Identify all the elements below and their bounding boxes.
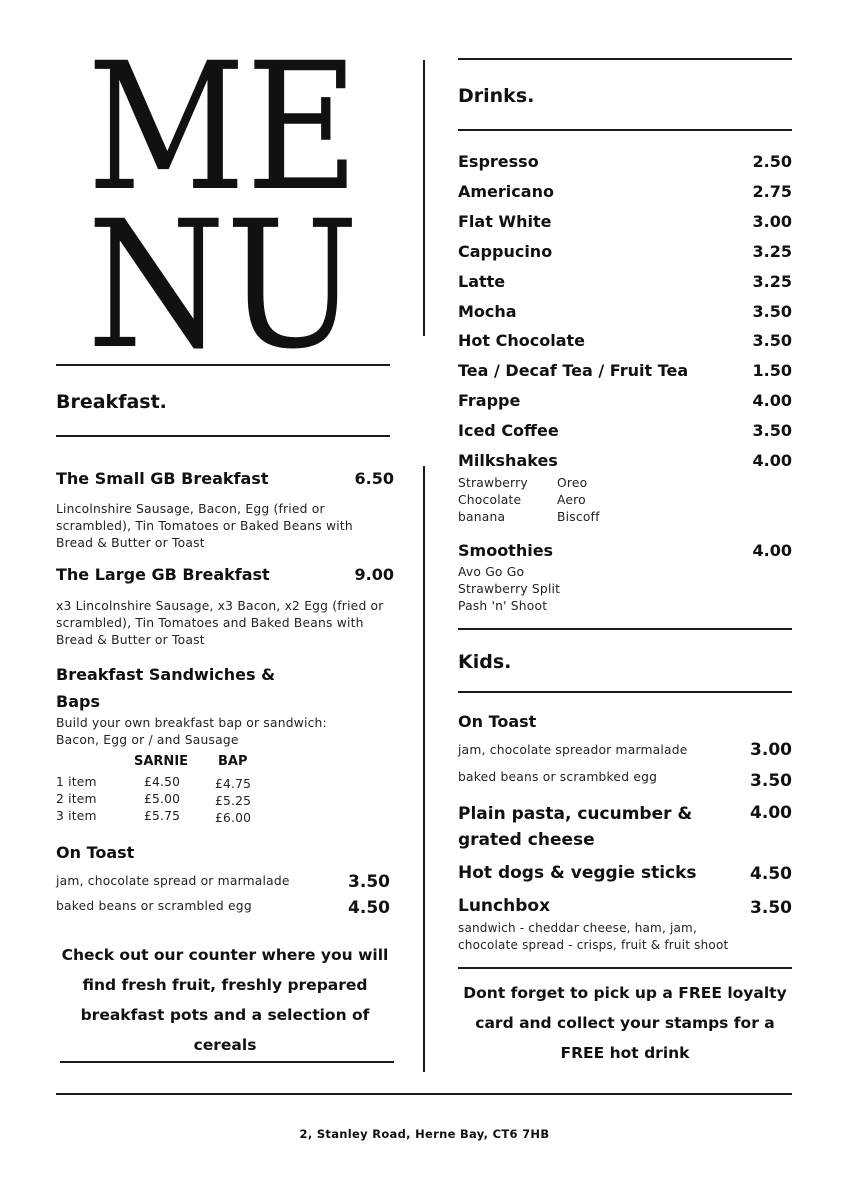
rule: [458, 967, 792, 969]
sandwiches-desc: Build your own breakfast bap or sandwich: Bacon, Egg or / and Sausage: [56, 716, 327, 747]
rule: [56, 1093, 792, 1095]
rule: [458, 691, 792, 693]
list-item: Flat White 3.00: [458, 212, 792, 231]
kids-toast-price-2: 3.50: [750, 771, 792, 791]
rule: [56, 435, 390, 437]
breakfast-toast-item-2: baked beans or scrambled egg: [56, 899, 252, 913]
kids-toast-title: On Toast: [458, 712, 537, 731]
list-item: Hot Chocolate 3.50: [458, 331, 792, 350]
kids-toast-price-1: 3.00: [750, 740, 792, 760]
table-row-bap: £6.00: [215, 811, 252, 825]
table-row-label: 2 item: [56, 792, 97, 806]
list-item: Americano 2.75: [458, 182, 792, 201]
milkshakes-row: Milkshakes 4.00: [458, 451, 792, 470]
bap-header: BAP: [218, 754, 248, 769]
sandwich-price-table: [56, 754, 316, 829]
list-item: Mocha 3.50: [458, 302, 792, 321]
list-item: Tea / Decaf Tea / Fruit Tea 1.50: [458, 361, 792, 380]
table-row-sarnie: £5.75: [144, 809, 181, 823]
sandwiches-title: Breakfast Sandwiches & Baps: [56, 665, 276, 711]
kids-hotdogs-price: 4.50: [750, 864, 792, 884]
list-item: Latte 3.25: [458, 272, 792, 291]
table-row-sarnie: £4.50: [144, 775, 181, 789]
smoothies-row: Smoothies 4.00: [458, 541, 792, 560]
rule: [458, 129, 792, 131]
small-breakfast-price: 6.50: [354, 469, 394, 488]
footer-address: 2, Stanley Road, Herne Bay, CT6 7HB: [299, 1127, 550, 1141]
kids-title: Kids.: [458, 651, 512, 673]
rule: [458, 58, 792, 60]
table-row-sarnie: £5.00: [144, 792, 181, 806]
breakfast-toast-title: On Toast: [56, 843, 135, 862]
counter-callout: Check out our counter where you will find fresh fruit, freshly prepared breakfast pots and a selection of cereals: [61, 946, 389, 1054]
table-row-label: 3 item: [56, 809, 97, 823]
small-breakfast-desc: Lincolnshire Sausage, Bacon, Egg (fried or scrambled), Tin Tomatoes or Baked Beans with Bread & Butter or Toast: [56, 502, 353, 550]
table-row-bap: £4.75: [215, 777, 252, 791]
center-divider-bottom: [423, 466, 425, 1072]
list-item: Espresso 2.50: [458, 152, 792, 171]
kids-lunchbox-name: Lunchbox: [458, 896, 551, 916]
sarnie-header: SARNIE: [134, 754, 189, 769]
list-item: Iced Coffee 3.50: [458, 421, 792, 440]
list-item: Frappe 4.00: [458, 391, 792, 410]
breakfast-toast-price-2: 4.50: [348, 898, 390, 918]
kids-lunchbox-desc: sandwich - cheddar cheese, ham, jam, chocolate spread - crisps, fruit & fruit shoot: [458, 921, 729, 952]
breakfast-toast-price-1: 3.50: [348, 872, 390, 892]
small-breakfast-name: The Small GB Breakfast: [56, 469, 269, 488]
rule: [60, 1061, 394, 1063]
kids-lunchbox-price: 3.50: [750, 898, 792, 918]
menu-logo-line2: NU: [87, 183, 359, 388]
breakfast-title: Breakfast.: [56, 391, 167, 413]
kids-hotdogs-name: Hot dogs & veggie sticks: [458, 863, 697, 883]
list-item: Cappucino 3.25: [458, 242, 792, 261]
table-row-label: 1 item: [56, 775, 97, 789]
menu-logo: [84, 25, 362, 388]
large-breakfast-price: 9.00: [354, 565, 394, 584]
rule: [458, 628, 792, 630]
large-breakfast-name: The Large GB Breakfast: [56, 565, 270, 584]
large-breakfast-desc: x3 Lincolnshire Sausage, x3 Bacon, x2 Egg (fried or scrambled), Tin Tomatoes and Baked Beans with Bread & Butter or Toast: [56, 599, 384, 647]
center-divider-top: [423, 60, 425, 336]
milkshake-flavours-col1: Strawberry Chocolate banana: [458, 476, 528, 524]
kids-pasta-name: Plain pasta, cucumber & grated cheese: [458, 804, 693, 850]
breakfast-toast-item-1: jam, chocolate spread or marmalade: [56, 874, 290, 888]
menu-logo-line1: ME: [87, 25, 359, 230]
milkshake-flavours-col2: Oreo Aero Biscoff: [557, 476, 600, 524]
kids-pasta-price: 4.00: [750, 803, 792, 823]
kids-toast-item-2: baked beans or scrambked egg: [458, 770, 658, 784]
drinks-title: Drinks.: [458, 85, 535, 107]
kids-toast-item-1: jam, chocolate spreador marmalade: [458, 743, 688, 757]
smoothie-flavours: Avo Go Go Strawberry Split Pash 'n' Shoot: [458, 565, 561, 613]
table-row-bap: £5.25: [215, 794, 252, 808]
loyalty-callout: Dont forget to pick up a FREE loyalty card and collect your stamps for a FREE hot drink: [463, 984, 787, 1062]
